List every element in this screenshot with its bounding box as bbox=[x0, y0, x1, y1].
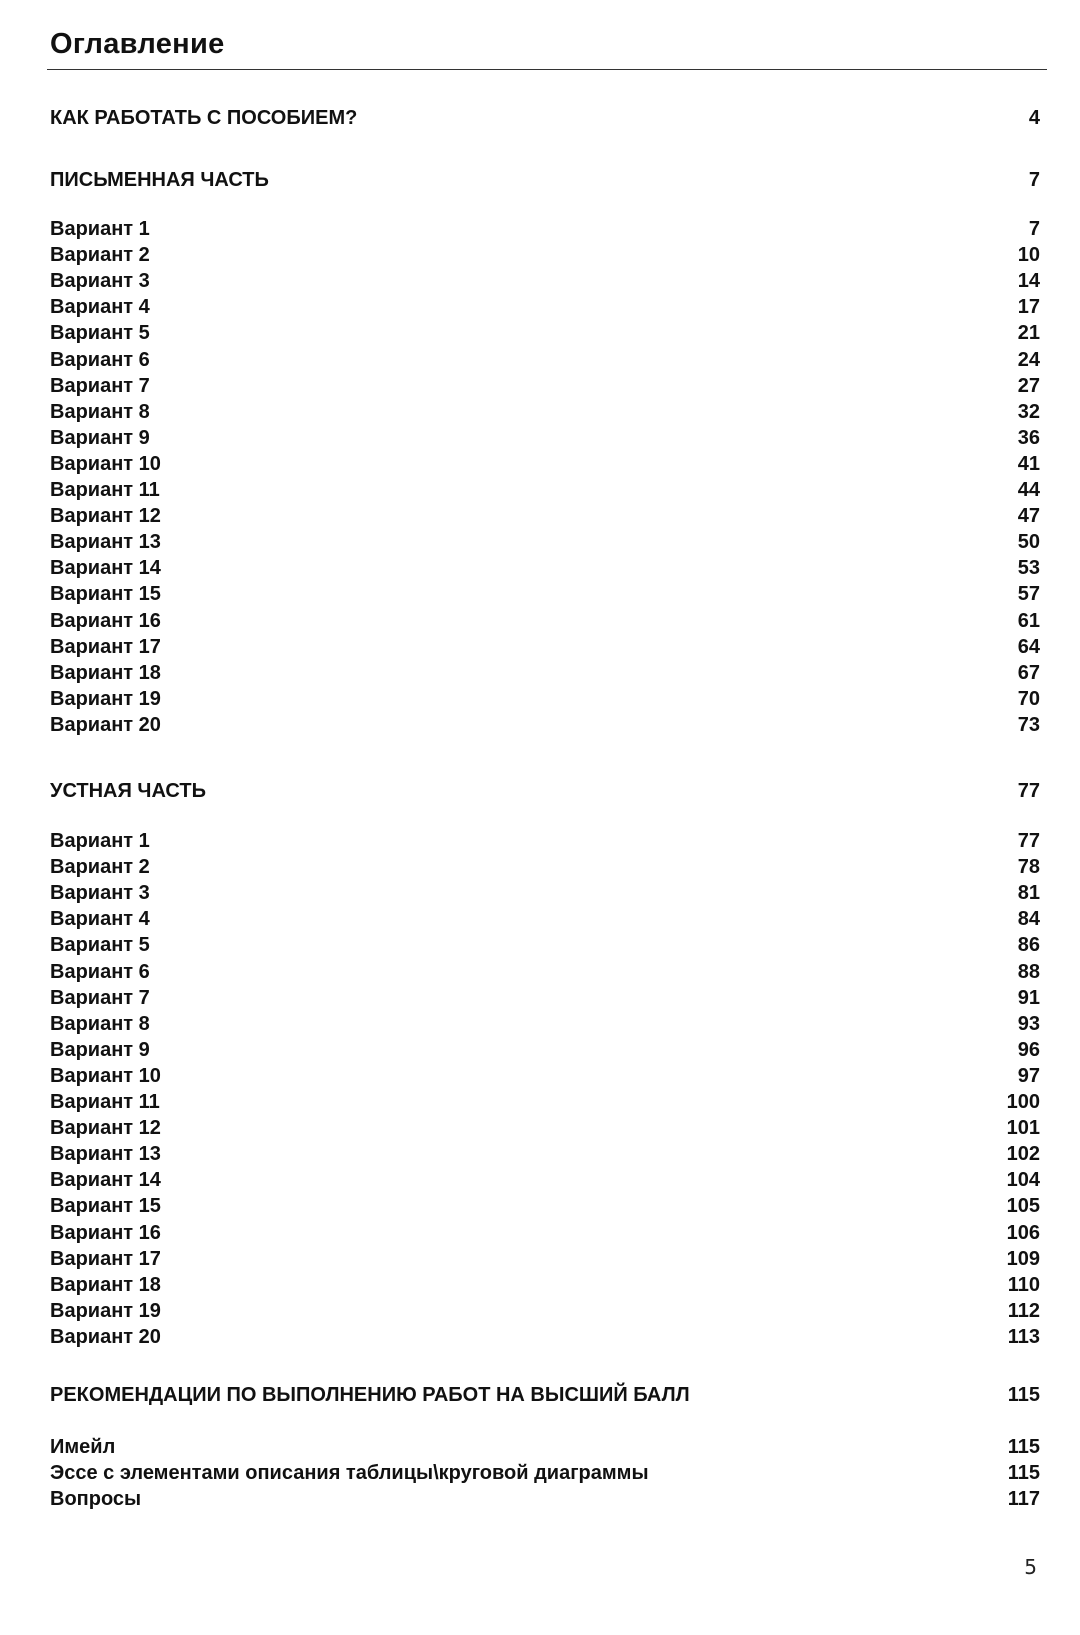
toc-entry[interactable] bbox=[50, 985, 1040, 1011]
toc-page-number: 97 bbox=[1017, 1064, 1040, 1087]
toc-page-number: 88 bbox=[1017, 960, 1040, 983]
toc-page-number: 14 bbox=[1017, 269, 1040, 292]
toc-entry-label: Вариант 15 bbox=[50, 1194, 161, 1217]
toc-entry[interactable] bbox=[50, 634, 1040, 660]
toc-entry[interactable] bbox=[50, 880, 1040, 906]
page-number: 5 bbox=[1024, 1555, 1037, 1579]
toc-entry-label: Вариант 5 bbox=[50, 933, 150, 956]
toc-entry-label: Вариант 7 bbox=[50, 986, 150, 1009]
toc-entry[interactable] bbox=[50, 1037, 1040, 1063]
toc-page-number: 96 bbox=[1017, 1038, 1040, 1061]
toc-page-number: 21 bbox=[1017, 321, 1040, 344]
toc-page-number: 113 bbox=[1007, 1325, 1040, 1348]
toc-page-number: 106 bbox=[1006, 1221, 1040, 1244]
toc-page-number: 78 bbox=[1017, 855, 1040, 878]
toc-page-number: 81 bbox=[1017, 881, 1040, 904]
toc-entry[interactable] bbox=[50, 1434, 1040, 1460]
toc-entry[interactable] bbox=[50, 1272, 1040, 1298]
toc-page-number: 101 bbox=[1006, 1116, 1040, 1139]
toc-entry-label: Вариант 8 bbox=[50, 400, 150, 423]
toc-entry[interactable] bbox=[50, 1115, 1040, 1141]
toc-page-number: 110 bbox=[1007, 1273, 1040, 1296]
toc-entry[interactable] bbox=[50, 1486, 1040, 1512]
toc-page-number: 61 bbox=[1017, 609, 1040, 632]
toc-entry-label: Вариант 19 bbox=[50, 1299, 161, 1322]
toc-entry-label: Вариант 18 bbox=[50, 1273, 161, 1296]
title-divider bbox=[47, 69, 1047, 70]
toc-entry-label: Вариант 1 bbox=[50, 829, 150, 852]
toc-entry-label: Вариант 20 bbox=[50, 1325, 161, 1348]
toc-entry[interactable] bbox=[50, 686, 1040, 712]
toc-entry-label: Вариант 18 bbox=[50, 661, 161, 684]
toc-entry-label: Вариант 9 bbox=[50, 1038, 150, 1061]
toc-page-number: 17 bbox=[1017, 295, 1040, 318]
toc-entry-label: Вариант 11 bbox=[50, 1090, 160, 1113]
toc-section-heading[interactable] bbox=[50, 778, 1040, 804]
toc-entry-label: Вариант 20 bbox=[50, 713, 161, 736]
toc-entry-label: Вариант 2 bbox=[50, 243, 150, 266]
toc-entry-label: Вариант 8 bbox=[50, 1012, 150, 1035]
toc-entry-label: Вариант 3 bbox=[50, 269, 150, 292]
toc-entry[interactable] bbox=[50, 1246, 1040, 1272]
toc-heading-label: УСТНАЯ ЧАСТЬ bbox=[50, 779, 206, 802]
toc-page-number: 41 bbox=[1017, 452, 1040, 475]
toc-entry-label: Вариант 14 bbox=[50, 1168, 161, 1191]
toc-entry[interactable] bbox=[50, 503, 1040, 529]
toc-entry-label: Вариант 1 bbox=[50, 217, 150, 240]
toc-entry[interactable] bbox=[50, 294, 1040, 320]
toc-entry[interactable] bbox=[50, 712, 1040, 738]
toc-entry[interactable] bbox=[50, 828, 1040, 854]
toc-entry-label: Вопросы bbox=[50, 1487, 142, 1510]
toc-page-number: 67 bbox=[1017, 661, 1040, 684]
toc-page-number: 112 bbox=[1007, 1299, 1040, 1322]
toc-entry[interactable] bbox=[50, 1460, 1040, 1486]
toc-entry-label: Имейл bbox=[50, 1435, 116, 1458]
toc-entry-label: Вариант 6 bbox=[50, 348, 150, 371]
toc-page-number: 77 bbox=[1017, 829, 1040, 852]
toc-entry[interactable] bbox=[50, 320, 1040, 346]
toc-page-number: 115 bbox=[1007, 1435, 1040, 1458]
toc-page-number: 32 bbox=[1017, 400, 1040, 423]
toc-entry[interactable] bbox=[50, 660, 1040, 686]
toc-entry-label: Вариант 15 bbox=[50, 582, 161, 605]
toc-entry[interactable] bbox=[50, 242, 1040, 268]
toc-entry[interactable] bbox=[50, 1167, 1040, 1193]
toc-entry[interactable] bbox=[50, 373, 1040, 399]
toc-heading-label: КАК РАБОТАТЬ С ПОСОБИЕМ? bbox=[50, 106, 358, 129]
toc-entry[interactable] bbox=[50, 477, 1040, 503]
toc-entry-label: Вариант 12 bbox=[50, 504, 161, 527]
toc-entry-label: Вариант 19 bbox=[50, 687, 161, 710]
toc-entry[interactable] bbox=[50, 216, 1040, 242]
toc-entry[interactable] bbox=[50, 1324, 1040, 1350]
toc-entry-label: Вариант 4 bbox=[50, 295, 150, 318]
toc-entry-label: Вариант 3 bbox=[50, 881, 150, 904]
toc-section-heading[interactable] bbox=[50, 1382, 1040, 1408]
toc-entry-label: Вариант 2 bbox=[50, 855, 150, 878]
toc-entry[interactable] bbox=[50, 529, 1040, 555]
toc-entry-label: Вариант 7 bbox=[50, 374, 150, 397]
toc-entry[interactable] bbox=[50, 608, 1040, 634]
toc-page-number: 115 bbox=[1007, 1383, 1040, 1406]
toc-heading-label: РЕКОМЕНДАЦИИ ПО ВЫПОЛНЕНИЮ РАБОТ НА ВЫСШИЙ БАЛЛ bbox=[50, 1383, 690, 1406]
page-title: Оглавление bbox=[50, 28, 225, 60]
toc-page-number: 64 bbox=[1017, 635, 1040, 658]
toc-entry[interactable] bbox=[50, 451, 1040, 477]
toc-page-number: 77 bbox=[1017, 779, 1040, 802]
toc-entry[interactable] bbox=[50, 555, 1040, 581]
toc-entry[interactable] bbox=[50, 1063, 1040, 1089]
toc-entry-label: Вариант 17 bbox=[50, 635, 161, 658]
toc-page-number: 109 bbox=[1006, 1247, 1040, 1270]
toc-entry[interactable] bbox=[50, 1193, 1040, 1219]
toc-page-number: 102 bbox=[1006, 1142, 1040, 1165]
toc-entry-label: Вариант 13 bbox=[50, 1142, 161, 1165]
toc-page-number: 84 bbox=[1017, 907, 1040, 930]
toc-page-number: 57 bbox=[1017, 582, 1040, 605]
toc-page-number: 115 bbox=[1007, 1461, 1040, 1484]
toc-section-heading[interactable] bbox=[50, 167, 1040, 193]
toc-entry-label: Вариант 13 bbox=[50, 530, 161, 553]
toc-entry[interactable] bbox=[50, 1089, 1040, 1115]
toc-heading-label: ПИСЬМЕННАЯ ЧАСТЬ bbox=[50, 168, 269, 191]
toc-page-number: 91 bbox=[1017, 986, 1040, 1009]
toc-entry-label: Вариант 17 bbox=[50, 1247, 161, 1270]
toc-entry[interactable] bbox=[50, 854, 1040, 880]
toc-entry[interactable] bbox=[50, 347, 1040, 373]
toc-page-number: 93 bbox=[1017, 1012, 1040, 1035]
toc-page-number: 50 bbox=[1017, 530, 1040, 553]
toc-entry[interactable] bbox=[50, 1141, 1040, 1167]
toc-page-number: 24 bbox=[1017, 348, 1040, 371]
toc-entry[interactable] bbox=[50, 399, 1040, 425]
toc-entry[interactable] bbox=[50, 581, 1040, 607]
toc-page-number: 4 bbox=[1028, 106, 1040, 129]
toc-page-number: 117 bbox=[1007, 1487, 1040, 1510]
toc-page-number: 70 bbox=[1017, 687, 1040, 710]
toc-page-number: 105 bbox=[1006, 1194, 1040, 1217]
toc-entry-label: Вариант 16 bbox=[50, 1221, 161, 1244]
toc-page-number: 100 bbox=[1006, 1090, 1040, 1113]
toc-entry-label: Вариант 4 bbox=[50, 907, 150, 930]
toc-entry-label: Вариант 10 bbox=[50, 1064, 161, 1087]
toc-entry-label: Эссе с элементами описания таблицы\круговой диаграммы bbox=[50, 1461, 649, 1484]
toc-page-number: 73 bbox=[1017, 713, 1040, 736]
toc-entry[interactable] bbox=[50, 425, 1040, 451]
toc-entry-label: Вариант 9 bbox=[50, 426, 150, 449]
toc-page-number: 7 bbox=[1028, 168, 1040, 191]
toc-entry[interactable] bbox=[50, 268, 1040, 294]
toc-page-number: 86 bbox=[1017, 933, 1040, 956]
toc-section-heading[interactable] bbox=[50, 105, 1040, 131]
toc-page-number: 44 bbox=[1017, 478, 1040, 501]
toc-page-number: 47 bbox=[1017, 504, 1040, 527]
toc-entry-label: Вариант 14 bbox=[50, 556, 161, 579]
toc-entry[interactable] bbox=[50, 932, 1040, 958]
toc-page-number: 53 bbox=[1017, 556, 1040, 579]
toc-entry-label: Вариант 6 bbox=[50, 960, 150, 983]
toc-page-number: 27 bbox=[1017, 374, 1040, 397]
toc-entry-label: Вариант 16 bbox=[50, 609, 161, 632]
toc-entry-label: Вариант 10 bbox=[50, 452, 161, 475]
toc-entry-label: Вариант 11 bbox=[50, 478, 160, 501]
toc-page-number: 10 bbox=[1017, 243, 1040, 266]
toc-entry-label: Вариант 12 bbox=[50, 1116, 161, 1139]
toc-entry[interactable] bbox=[50, 1220, 1040, 1246]
toc-entry-label: Вариант 5 bbox=[50, 321, 150, 344]
toc-page-number: 104 bbox=[1006, 1168, 1040, 1191]
toc-entry[interactable] bbox=[50, 959, 1040, 985]
toc-entry[interactable] bbox=[50, 1298, 1040, 1324]
toc-entry[interactable] bbox=[50, 1011, 1040, 1037]
toc-page-number: 7 bbox=[1028, 217, 1040, 240]
toc-entry[interactable] bbox=[50, 906, 1040, 932]
toc-page-number: 36 bbox=[1017, 426, 1040, 449]
